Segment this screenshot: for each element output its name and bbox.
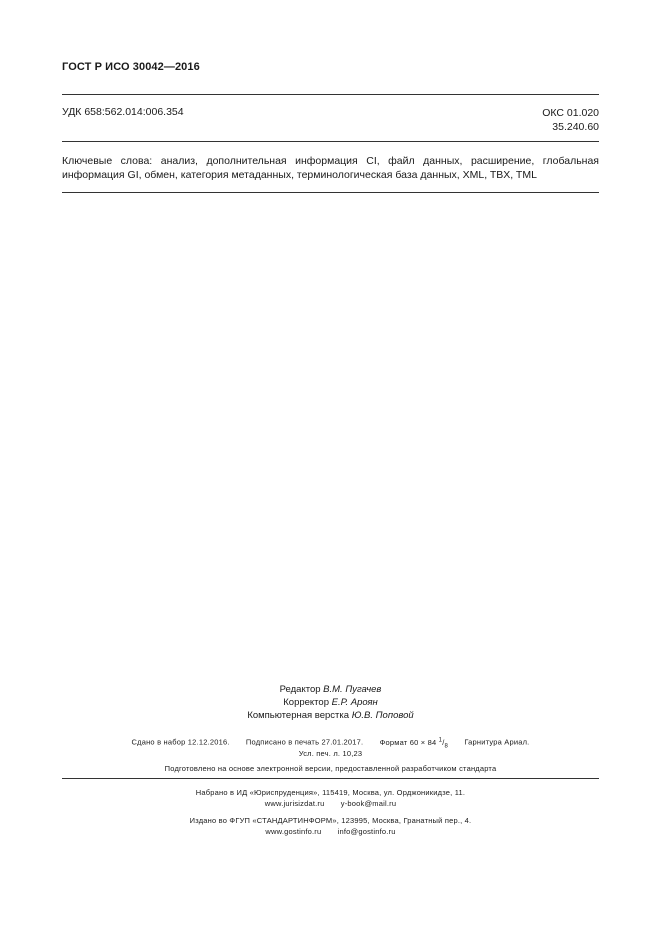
udk-code: УДК 658:562.014:006.354 [62, 106, 184, 118]
typeset-contacts [62, 799, 599, 808]
typeset-site-link[interactable]: www.jurisizdat.ru [264, 799, 325, 808]
issued-contacts [62, 827, 599, 836]
prepared-note: Подготовлено на основе электронной версии, предоставленной разработчиком стандарта [164, 764, 497, 773]
format-prefix: Формат 60 × 84 [379, 737, 437, 747]
typeset-info: Набрано в ИД «Юриспруденция», 115419, Москва, ул. Орджоникидзе, 11. [195, 788, 466, 797]
divider-publisher [62, 778, 599, 779]
editor-name: В.М. Пугачев [323, 684, 382, 695]
typeset-email-link[interactable]: y-book@mail.ru [340, 799, 397, 808]
signed-date: Подписано в печать 27.01.2017. [245, 737, 364, 747]
editor-line [62, 683, 599, 696]
sheets-line: Усл. печ. л. 10,23 [298, 749, 363, 758]
issued-info: Издано во ФГУП «СТАНДАРТИНФОРМ», 123995, Москва, Гранатный пер., 4. [189, 816, 472, 825]
divider-classification [62, 141, 599, 142]
print-details-line [62, 737, 599, 749]
keywords-text: Ключевые слова: анализ, дополнительная информация CI, файл данных, расширение, глобальная информация GI, обмен, категория метаданных, терминологическая база данных, XML, TBX, TML [62, 155, 599, 181]
credits-block [62, 683, 599, 722]
submitted-date: Сдано в набор 12.12.2016. [131, 737, 230, 747]
layout-label: Компьютерная верстка [247, 710, 350, 721]
oks-line-1: ОКС 01.020 [542, 107, 599, 119]
corrector-line [62, 696, 599, 709]
oks-line-2: 35.240.60 [552, 121, 599, 133]
divider-keywords [62, 192, 599, 193]
editor-label: Редактор [279, 684, 321, 695]
layout-line [62, 709, 599, 722]
corrector-name: Е.Р. Ароян [331, 697, 378, 708]
format-denominator: 8 [444, 743, 449, 749]
issued-email-link[interactable]: info@gostinfo.ru [337, 827, 396, 836]
layout-name: Ю.В. Поповой [351, 710, 414, 721]
corrector-label: Корректор [283, 697, 329, 708]
document-title: ГОСТ Р ИСО 30042—2016 [62, 61, 200, 73]
paper-format: Формат 60 × 84 $^1/_8$ [379, 737, 449, 749]
divider-top [62, 94, 599, 95]
font-info: Гарнитура Ариал. [464, 737, 530, 747]
format-numerator: 1 [438, 737, 443, 743]
oks-code [542, 106, 599, 134]
issued-site-link[interactable]: www.gostinfo.ru [265, 827, 322, 836]
